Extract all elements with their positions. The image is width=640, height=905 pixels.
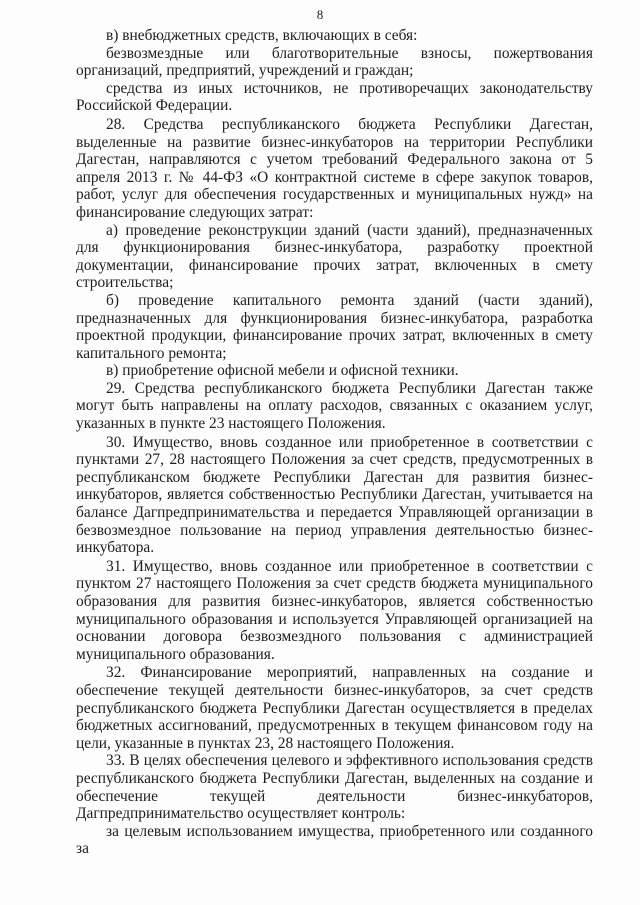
paragraph-donations: безвозмездные или благотворительные взносы, пожертвования организаций, предприятий, учреждений и граждан; <box>76 44 593 80</box>
paragraph-other-sources: средства из иных источников, не противоречащих законодательству Российской Федерации. <box>76 79 593 115</box>
page-number: 8 <box>316 7 324 22</box>
paragraph-item-28-v: в) приобретение офисной мебели и офисной техники. <box>106 362 459 380</box>
paragraph-item-30: 30. Имущество, вновь созданное или приобретенное в соответствии с пунктами 27, 28 настоящего Положения за счет средств, предусмотренных в республиканском бюджете Республики Дагестан для развития бизнес-инкубаторов, является собственностью Республики Дагестан, учитывается на балансе Дагпредпринимательства и передается Управляющей организации в безвозмездное пользование на период управления деятельностью бизнес-инкубатора. <box>76 433 593 557</box>
paragraph-item-28: 28. Средства республиканского бюджета Республики Дагестан, выделенные на развитие бизнес-инкубаторов на территории Республики Дагестан, направляются с учетом требований Федерального закона от 5 апреля 2013 г. № 44-ФЗ «О контрактной системе в сфере закупок товаров, работ, услуг для обеспечения государственных и муниципальных нужд» на финансирование следующих затрат: <box>76 115 593 221</box>
paragraph-item-33: 33. В целях обеспечения целевого и эффективного использования средств республиканского бюджета Республики Дагестан, выделенных на создание и обеспечение текущей деятельности бизнес-инкубаторов, Дагпредпринимательство осуществляет контроль: <box>76 752 593 823</box>
paragraph-item-33-control: за целевым использованием имущества, приобретенного или созданного за <box>76 822 593 858</box>
document-body <box>76 27 593 858</box>
paragraph-extrabudgetary-funds: в) внебюджетных средств, включающих в себя: <box>106 27 418 44</box>
paragraph-item-32: 32. Финансирование мероприятий, направленных на создание и обеспечение текущей деятельности бизнес-инкубаторов, за счет средств республиканского бюджета Республики Дагестан осуществляется в пределах бюджетных ассигнований, предусмотренных в текущем финансовом году на цели, указанные в пунктах 23, 28 настоящего Положения. <box>76 664 593 752</box>
paragraph-item-31: 31. Имущество, вновь созданное или приобретенное в соответствии с пунктом 27 настоящего Положения за счет средств бюджета муниципального образования для развития бизнес-инкубаторов, является собственностью муниципального образования и используется Управляющей организацией на основании договора безвозмездного пользования с администрацией муниципального образования. <box>76 557 593 663</box>
paragraph-item-29: 29. Средства республиканского бюджета Республики Дагестан также могут быть направлены на оплату расходов, связанных с оказанием услуг, указанных в пункте 23 настоящего Положения. <box>76 379 593 433</box>
paragraph-item-28-a: а) проведение реконструкции зданий (части зданий), предназначенных для функционирования бизнес-инкубатора, разработку проектной документации, финансирование прочих затрат, включенных в смету строительства; <box>76 221 593 292</box>
paragraph-item-28-b: б) проведение капитального ремонта зданий (части зданий), предназначенных для функционирования бизнес-инкубатора, разработка проектной продукции, финансирование прочих затрат, включенных в смету капитального ремонта; <box>76 291 593 362</box>
